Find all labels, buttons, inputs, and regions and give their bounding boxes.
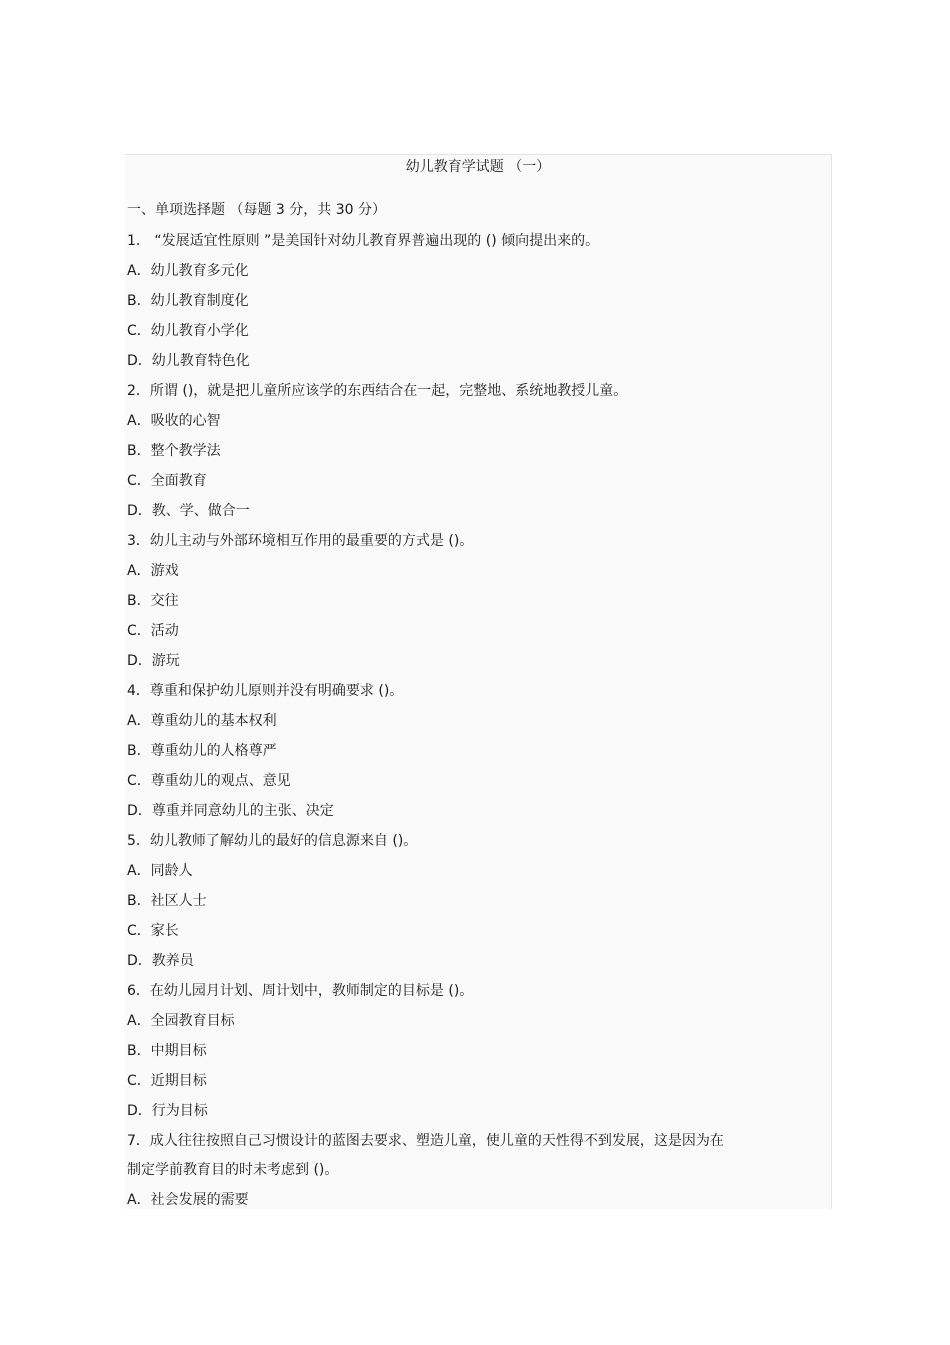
- option-5a: A．同龄人: [127, 863, 193, 879]
- section-heading: 一、单项选择题 （每题 3 分，共 30 分）: [127, 202, 386, 218]
- document-page: [125, 154, 832, 1209]
- option-3a: A．游戏: [127, 563, 179, 579]
- option-1c: C．幼儿教育小学化: [127, 323, 249, 339]
- question-stem-7: 7．成人往往按照自己习惯设计的蓝图去要求、塑造儿童，使儿童的天性得不到发展，这是因为在: [127, 1133, 724, 1149]
- option-1a: A．幼儿教育多元化: [127, 263, 249, 279]
- option-2b: B．整个教学法: [127, 443, 221, 459]
- option-2d: D．教、学、做合一: [127, 503, 250, 519]
- option-6a: A．全园教育目标: [127, 1013, 235, 1029]
- option-2c: C．全面教育: [127, 473, 207, 489]
- option-4b: B．尊重幼儿的人格尊严: [127, 743, 277, 759]
- question-stem-3: 3．幼儿主动与外部环境相互作用的最重要的方式是 ()。: [127, 533, 474, 549]
- question-stem-5: 5．幼儿教师了解幼儿的最好的信息源来自 ()。: [127, 833, 418, 849]
- option-1d: D．幼儿教育特色化: [127, 353, 250, 369]
- option-6d: D．行为目标: [127, 1103, 208, 1119]
- question-stem-1: 1． “发展适宜性原则 ”是美国针对幼儿教育界普遍出现的 () 倾向提出来的。: [127, 233, 600, 249]
- question-stem-4: 4．尊重和保护幼儿原则并没有明确要求 ()。: [127, 683, 404, 699]
- option-5c: C．家长: [127, 923, 179, 939]
- option-6c: C．近期目标: [127, 1073, 207, 1089]
- document-body: [127, 199, 771, 1209]
- option-1b: B．幼儿教育制度化: [127, 293, 249, 309]
- option-2a: A．吸收的心智: [127, 413, 221, 429]
- question-stem-6: 6．在幼儿园月计划、周计划中，教师制定的目标是 ()。: [127, 983, 474, 999]
- option-3b: B．交往: [127, 593, 179, 609]
- option-6b: B．中期目标: [127, 1043, 207, 1059]
- option-5d: D．教养员: [127, 953, 194, 969]
- document-title: 幼儿教育学试题 （一）: [405, 159, 551, 175]
- option-3c: C．活动: [127, 623, 179, 639]
- option-7a: A．社会发展的需要: [127, 1192, 249, 1208]
- option-5b: B．社区人士: [127, 893, 207, 909]
- question-stem-2: 2．所谓 ()，就是把儿童所应该学的东西结合在一起，完整地、系统地教授儿童。: [127, 383, 628, 399]
- question-stem-7-cont: 制定学前教育目的时未考虑到 ()。: [127, 1162, 339, 1178]
- option-3d: D．游玩: [127, 653, 180, 669]
- option-4d: D．尊重并同意幼儿的主张、决定: [127, 803, 334, 819]
- option-4c: C．尊重幼儿的观点、意见: [127, 773, 291, 789]
- option-4a: A．尊重幼儿的基本权利: [127, 713, 277, 729]
